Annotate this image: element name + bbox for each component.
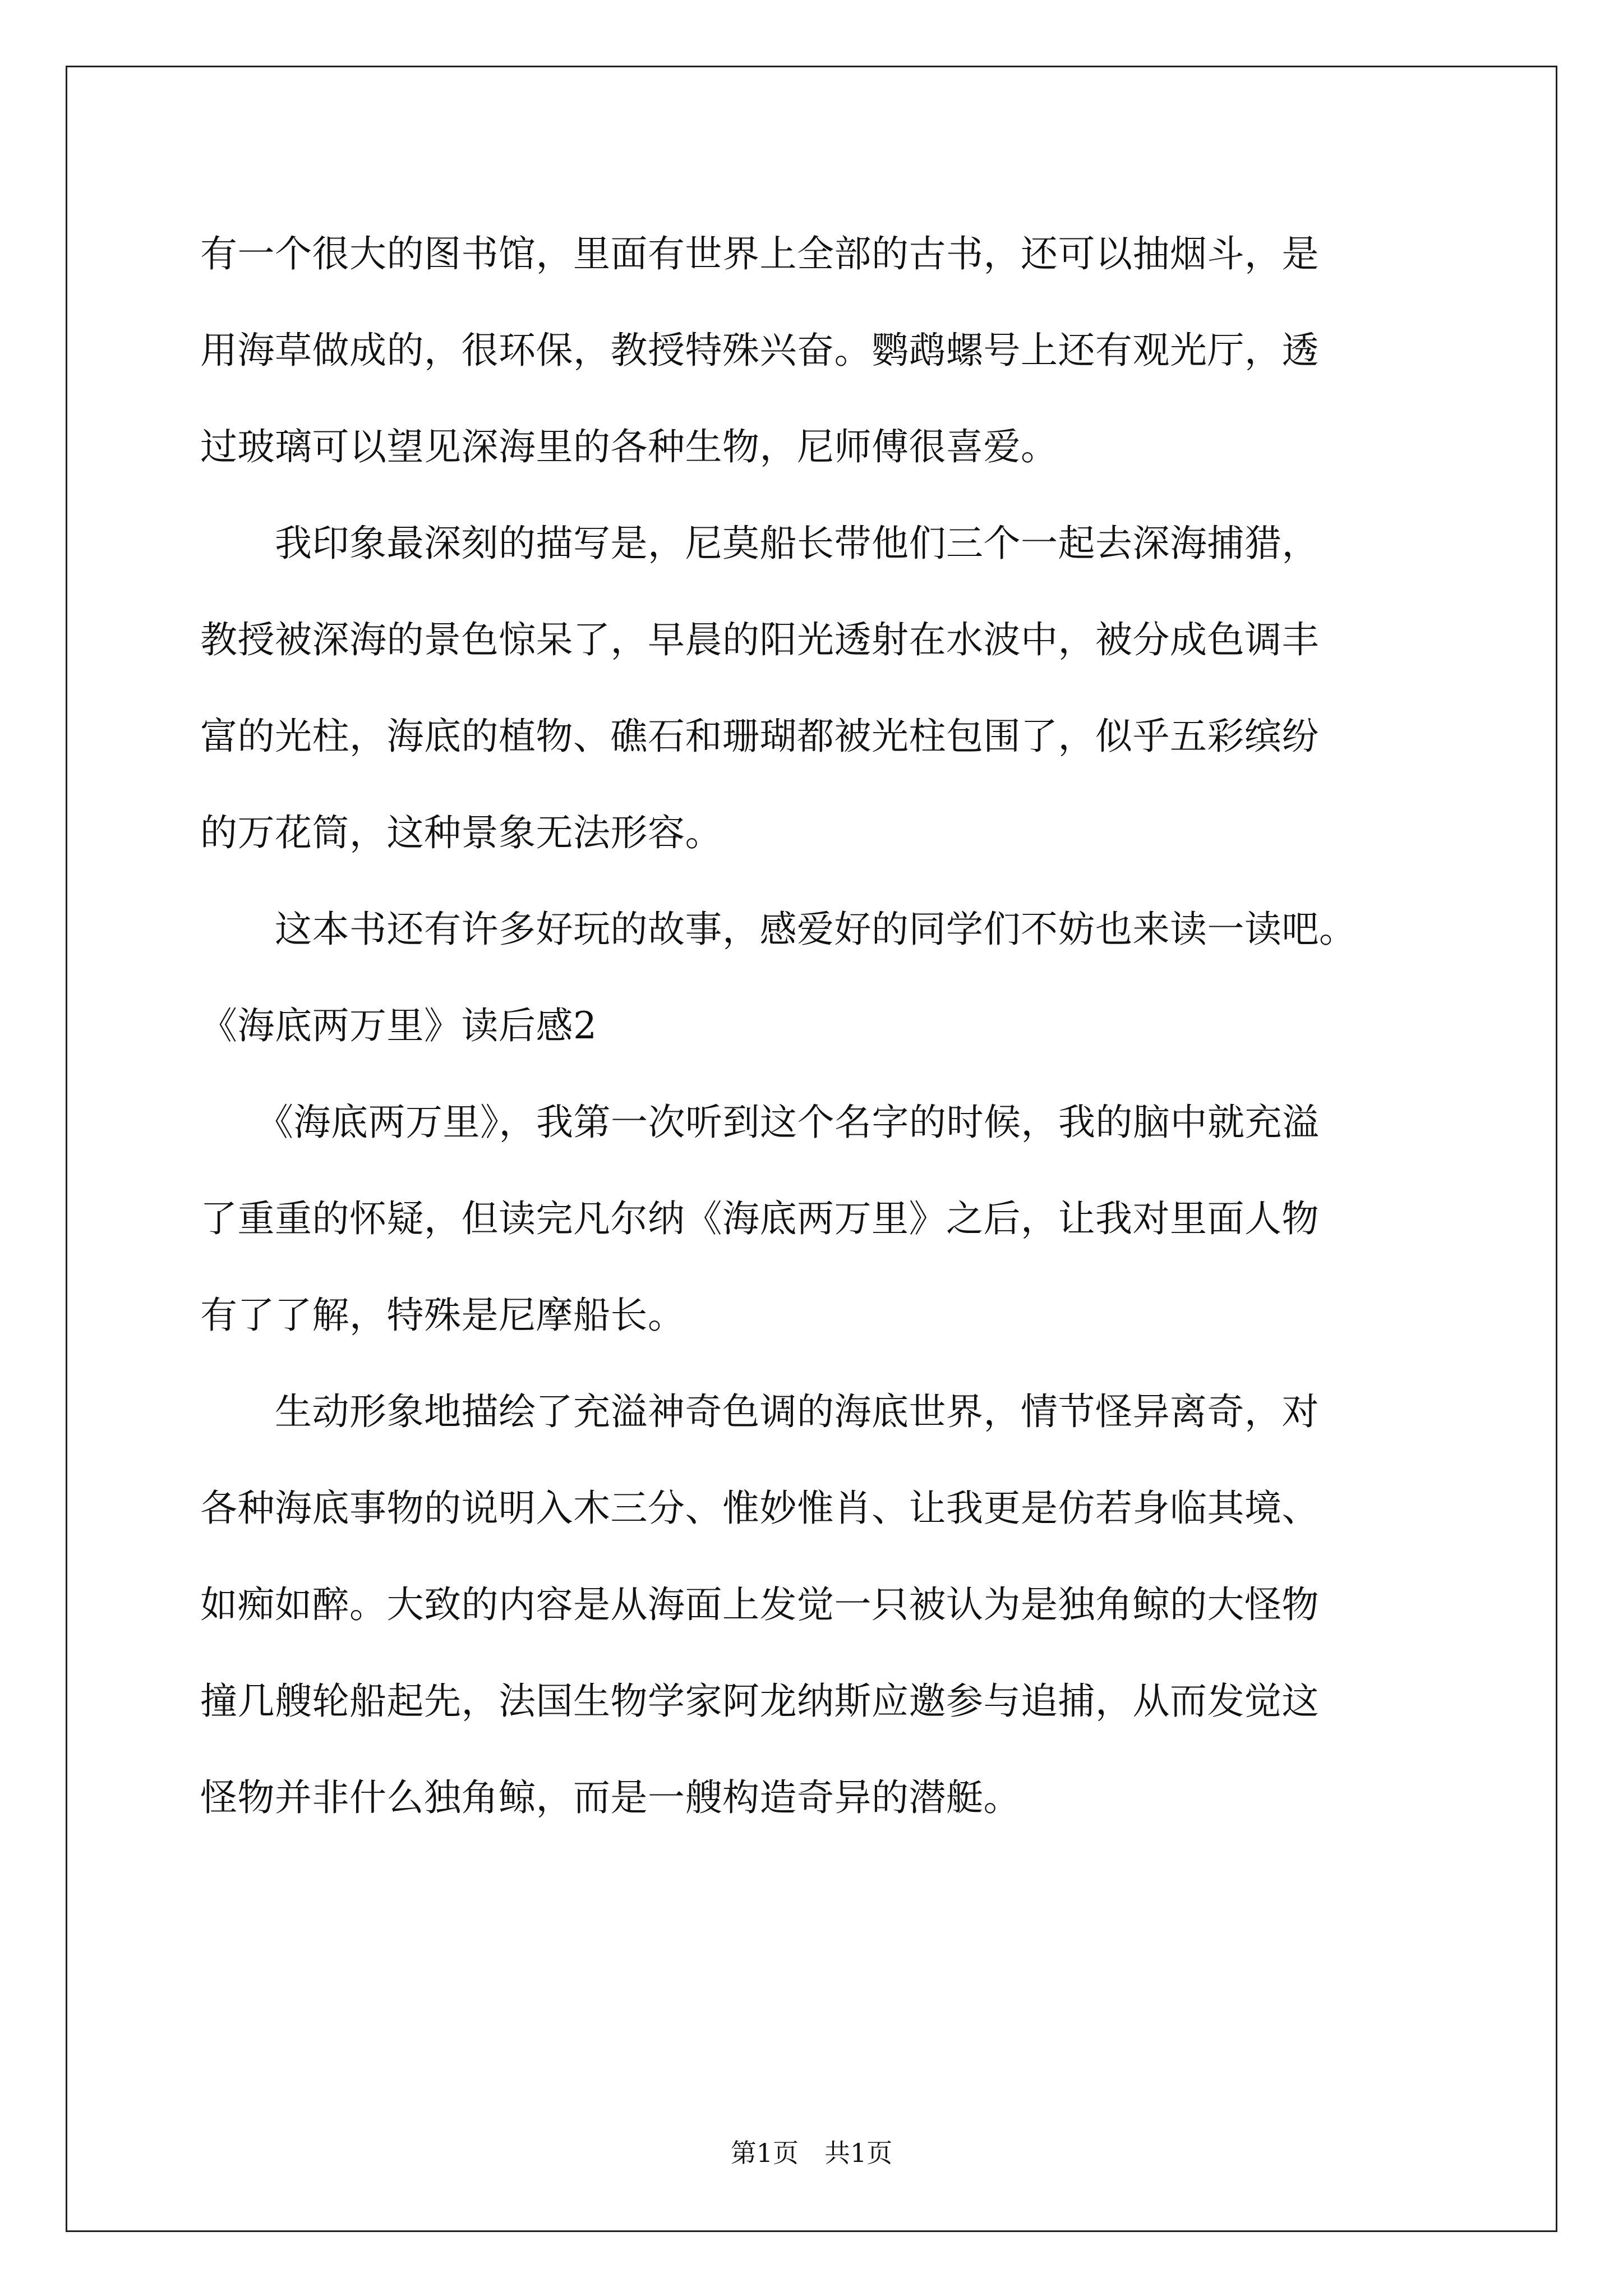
- page-border: [66, 66, 1557, 2232]
- text-line: 的万花筒，这种景象无法形容。: [200, 811, 722, 854]
- text-line: 用海草做成的，很环保，教授特殊兴奋。鹦鹉螺号上还有观光厅，透: [200, 329, 1319, 372]
- text-line: 富的光柱，海底的植物、礁石和珊瑚都被光柱包围了，似乎五彩缤纷: [200, 715, 1319, 758]
- text-line: 生动形象地描绘了充溢神奇色调的海底世界，情节怪异离奇，对: [200, 1390, 1319, 1433]
- text-line: 各种海底事物的说明入木三分、惟妙惟肖、让我更是仿若身临其境、: [200, 1487, 1319, 1530]
- text-line: 我印象最深刻的描写是，尼莫船长带他们三个一起去深海捕猎，: [200, 522, 1319, 565]
- text-line: 《海底两万里》，我第一次听到这个名字的时候，我的脑中就充溢: [200, 1101, 1320, 1144]
- text-line: 教授被深海的景色惊呆了，早晨的阳光透射在水波中，被分成色调丰: [200, 618, 1319, 661]
- text-line: 了重重的怀疑，但读完凡尔纳《海底两万里》之后，让我对里面人物: [200, 1197, 1319, 1240]
- text-line: 这本书还有许多好玩的故事，感爱好的同学们不妨也来读一读吧。: [200, 908, 1357, 951]
- text-line: 撞几艘轮船起先，法国生物学家阿龙纳斯应邀参与追捕，从而发觉这: [200, 1680, 1319, 1723]
- text-line: 如痴如醉。大致的内容是从海面上发觉一只被认为是独角鲸的大怪物: [200, 1583, 1319, 1626]
- text-line: 有了了解，特殊是尼摩船长。: [200, 1294, 685, 1337]
- text-line: 过玻璃可以望见深海里的各种生物，尼师傅很喜爱。: [200, 425, 1058, 468]
- section-heading: 《海底两万里》读后感2: [200, 1004, 597, 1047]
- text-line: 怪物并非什么独角鲸，而是一艘构造奇异的潜艇。: [200, 1776, 1021, 1819]
- text-line: 有一个很大的图书馆，里面有世界上全部的古书，还可以抽烟斗，是: [200, 232, 1319, 275]
- page-number-footer: 第1页 共1页: [730, 2138, 893, 2168]
